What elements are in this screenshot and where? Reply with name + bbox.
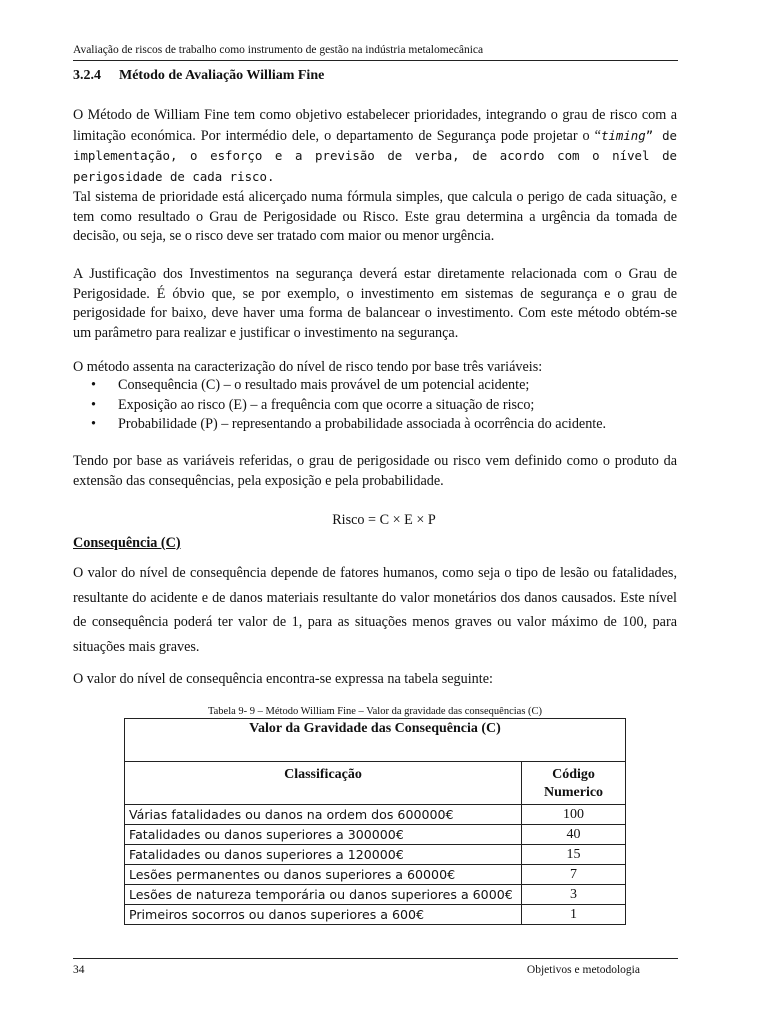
code-cell: 100	[522, 805, 626, 825]
section-title: Método de Avaliação William Fine	[119, 68, 325, 83]
code-cell: 40	[522, 825, 626, 845]
classification-cell: Lesões permanentes ou danos superiores a 60000€	[125, 865, 522, 885]
code-cell: 15	[522, 845, 626, 865]
table-title: Valor da Gravidade das Consequência (C)	[125, 719, 626, 762]
consequence-table	[124, 718, 626, 925]
classification-cell: Fatalidades ou danos superiores a 120000€	[125, 845, 522, 865]
classification-cell: Fatalidades ou danos superiores a 300000€	[125, 825, 522, 845]
timing-term: timing	[600, 127, 646, 143]
code-cell: 7	[522, 865, 626, 885]
variables-list	[73, 376, 677, 435]
list-item-text: Consequência (C) – o resultado mais provável de um potencial acidente;	[118, 377, 530, 393]
paragraph-text: O Método de William Fine tem como objetivo estabelecer prioridades, integrando o grau de risco com a limitação económica. Por intermédio dele, o departamento de Segurança pode projetar o “	[73, 107, 677, 144]
paragraph-intro	[73, 106, 677, 187]
classification-cell: Lesões de natureza temporária ou danos superiores a 6000€	[125, 885, 522, 905]
chapter-title: Objetivos e metodologia	[526, 964, 640, 976]
running-footer	[73, 958, 678, 976]
paragraph-text: ” de implementação, o esforço e a previsão de verba, de acordo com o nível de perigosidade de cada risco.	[73, 127, 677, 184]
list-item-text: Probabilidade (P) – representando a probabilidade associada à ocorrência do acidente.	[118, 416, 607, 432]
section-number: 3.2.4	[73, 68, 101, 83]
paragraph-table-intro: O valor do nível de consequência encontra-se expressa na tabela seguinte:	[73, 671, 493, 687]
consequence-heading: Consequência (C)	[73, 535, 181, 551]
paragraph-risk-definition: Tendo por base as variáveis referidas, o grau de perigosidade ou risco vem definido como o produto da extensão das consequências, pela exposição e pela probabilidade.	[73, 453, 677, 489]
running-header: Avaliação de riscos de trabalho como instrumento de gestão na indústria metalomecânica	[73, 44, 678, 61]
table-row	[125, 825, 626, 845]
table-row	[125, 905, 626, 925]
table-row	[125, 865, 626, 885]
paragraph-variables-intro: O método assenta na caracterização do nível de risco tendo por base três variáveis:	[73, 359, 543, 375]
table-caption: Tabela 9- 9 – Método William Fine – Valor da gravidade das consequências (C)	[207, 706, 543, 717]
paragraph-investment-justification: A Justificação dos Investimentos na segurança deverá estar diretamente relacionada com o Grau de Perigosidade. É óbvio que, se por exemplo, o investimento em sistemas de segurança e o grau de perigosidade for baixo, deve haver uma forma de balancear o investimento. Com este método obtém-se um parâmetro para realizar e justificar o investimento na segurança.	[73, 266, 677, 341]
list-item	[73, 376, 677, 396]
list-item	[73, 415, 677, 435]
bullet-icon: •	[91, 377, 96, 393]
bullet-icon: •	[91, 416, 96, 432]
table-row	[125, 845, 626, 865]
paragraph-priority-system: Tal sistema de prioridade está alicerçado numa fórmula simples, que calcula o perigo de cada situação, e tem como resultado o Grau de Perigosidade ou Risco. Este grau determina a urgência da tomada de decisão, ou seja, se o risco deve ser tratado com maior ou menor urgência.	[73, 189, 677, 244]
column-header-code: Código Numerico	[522, 762, 626, 805]
bullet-icon: •	[91, 396, 96, 413]
table-row	[125, 805, 626, 825]
table-row	[125, 885, 626, 905]
classification-cell: Várias fatalidades ou danos na ordem dos 600000€	[125, 805, 522, 825]
page-number: 34	[73, 964, 85, 976]
paragraph-consequence-description: O valor do nível de consequência depende de fatores humanos, como seja o tipo de lesão ou fatalidades, resultante do acidente e de danos materiais resultante do valor monetários dos danos causados. Este nível de consequência poderá ter valor de 1, para as situações menos graves ou valor máximo de 100, para situações mais graves.	[73, 565, 677, 655]
code-cell: 3	[522, 885, 626, 905]
risk-formula: Risco = C × E × P	[332, 512, 436, 528]
column-header-classification: Classificação	[125, 762, 522, 805]
list-item-text: Exposição ao risco (E) – a frequência com que ocorre a situação de risco;	[118, 396, 535, 413]
code-cell: 1	[522, 905, 626, 925]
list-item	[73, 396, 677, 416]
table-header-row	[125, 762, 626, 805]
section-heading	[73, 68, 324, 84]
table-title-row	[125, 719, 626, 762]
classification-cell: Primeiros socorros ou danos superiores a 600€	[125, 905, 522, 925]
